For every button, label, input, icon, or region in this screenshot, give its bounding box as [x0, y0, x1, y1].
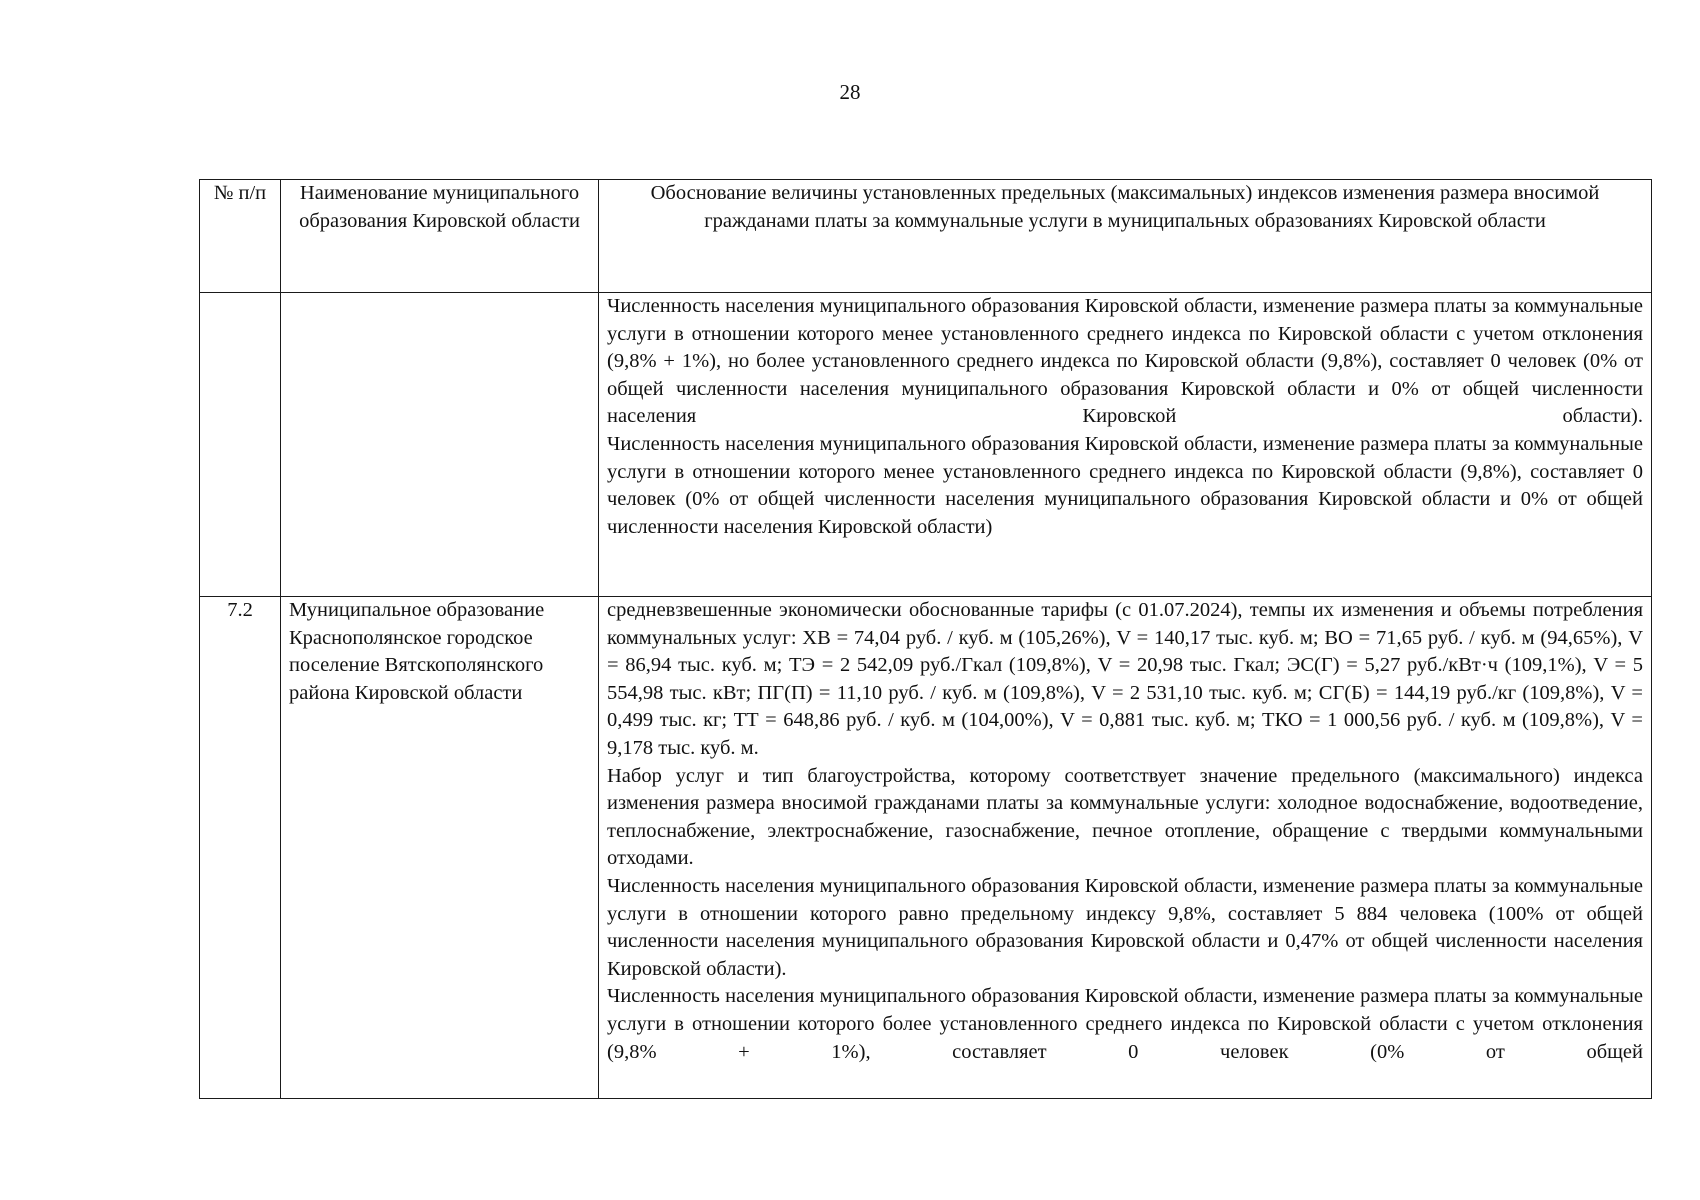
page-number: 28	[839, 80, 861, 104]
basis-text	[599, 597, 1652, 1099]
municipality-name: Муниципальное образование Краснополянское городское поселение Вятскополянского района Кировской области	[281, 597, 599, 1099]
basis-text	[599, 293, 1652, 597]
row-number	[200, 293, 281, 597]
header-basis: Обоснование величины установленных предельных (максимальных) индексов изменения размера вносимой гражданами платы за коммунальные услуги в муниципальных образованиях Кировской области	[599, 180, 1652, 293]
basis-paragraph: Набор услуг и тип благоустройства, которому соответствует значение предельного (максимального) индекса изменения размера вносимой гражданами платы за коммунальные услуги: холодное водоснабжение, водоотведение, теплоснабжение, электроснабжение, газоснабжение, печное отопление, обращение с твердыми коммунальными отходами.	[607, 764, 1643, 870]
header-name: Наименование муниципального образования Кировской области	[281, 180, 599, 293]
tariff-index-table	[199, 179, 1652, 1099]
basis-paragraph: Численность населения муниципального образования Кировской области, изменение размера платы за коммунальные услуги в отношении которого равно предельному индексу 9,8%, составляет 5 884 человека (100% от общей численности населения муниципального образования Кировской области и 0,47% от общей численности населения Кировской области).	[607, 874, 1643, 980]
table-row	[200, 293, 1652, 597]
basis-paragraph: Численность населения муниципального образования Кировской области, изменение размера платы за коммунальные услуги в отношении которого более установленного среднего индекса по Кировской области с учетом отклонения (9,8% + 1%), составляет 0 человек (0% от общей	[607, 985, 1643, 1063]
row-number: 7.2	[200, 597, 281, 1099]
table-row	[200, 597, 1652, 1099]
basis-paragraph: средневзвешенные экономически обоснованные тарифы (с 01.07.2024), темпы их изменения и объемы потребления коммунальных услуг: ХВ = 74,04 руб. / куб. м (105,26%), V = 140,17 тыс. куб. м; ВО = 71,65 руб. / куб. м (94,65%), V = 86,94 тыс. куб. м; ТЭ = 2 542,09 руб./Гкал (109,8%), V = 20,98 тыс. Гкал; ЭС(Г) = 5,27 руб./кВт·ч (109,1%), V = 5 554,98 тыс. кВт; ПГ(П) = 11,10 руб. / куб. м (109,8%), V = 2 531,10 тыс. куб. м; СГ(Б) = 144,19 руб./кг (109,8%), V = 0,499 тыс. кг; ТТ = 648,86 руб. / куб. м (104,00%), V = 0,881 тыс. куб. м; ТКО = 1 000,56 руб. / куб. м (109,8%), V = 9,178 тыс. куб. м.	[607, 599, 1643, 759]
table-header-row	[200, 180, 1652, 293]
basis-paragraph: Численность населения муниципального образования Кировской области, изменение размера платы за коммунальные услуги в отношении которого менее установленного среднего индекса по Кировской области с учетом отклонения (9,8% + 1%), но более установленного среднего индекса по Кировской области (9,8%), составляет 0 человек (0% от общей численности населения муниципального образования Кировской области и 0% от общей численности населения Кировской области).	[607, 295, 1643, 428]
basis-paragraph: Численность населения муниципального образования Кировской области, изменение размера платы за коммунальные услуги в отношении которого менее установленного среднего индекса по Кировской области (9,8%), составляет 0 человек (0% от общей численности населения муниципального образования Кировской области и 0% от общей численности населения Кировской области)	[607, 432, 1643, 538]
header-num: № п/п	[200, 180, 281, 293]
municipality-name	[281, 293, 599, 597]
